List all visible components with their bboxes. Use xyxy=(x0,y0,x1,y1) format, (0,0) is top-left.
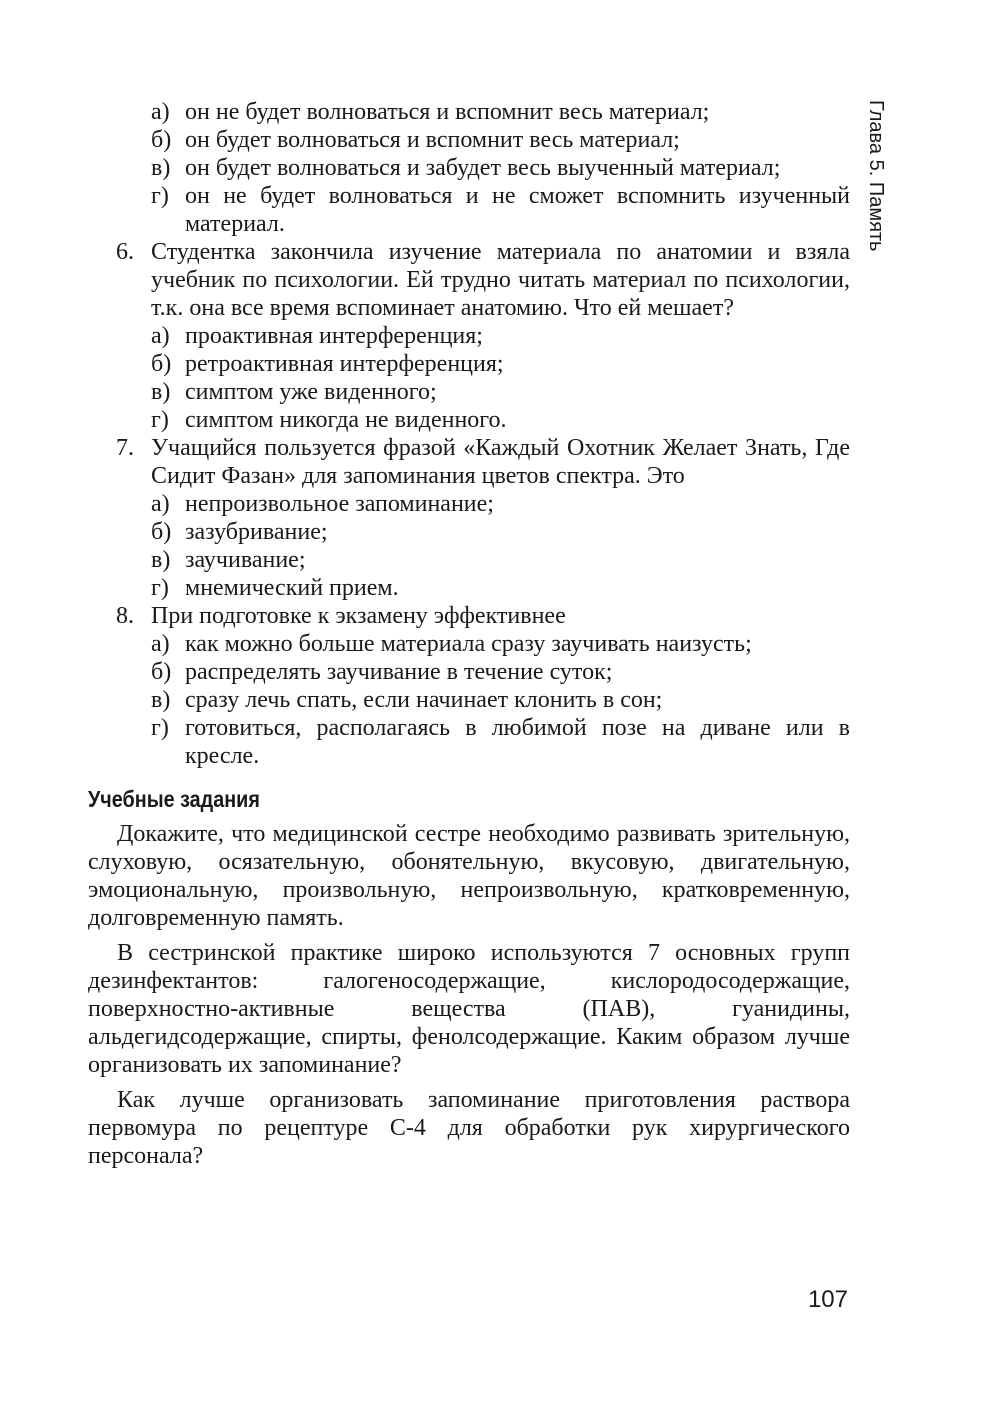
question-number: 7. xyxy=(116,435,134,461)
option-text: симптом никогда не виденного. xyxy=(185,407,507,433)
option-letter: б) xyxy=(151,351,172,377)
answer-option xyxy=(88,546,850,574)
section-heading: Учебные задания xyxy=(88,786,260,812)
option-letter: г) xyxy=(151,183,169,209)
option-text: готовиться, располагаясь в любимой позе на диване или в кресле. xyxy=(185,715,850,769)
option-letter: б) xyxy=(151,127,172,153)
answer-option xyxy=(88,98,850,126)
answer-option xyxy=(88,630,850,658)
question-6 xyxy=(88,238,850,434)
chapter-side-tab-label: Глава 5. Память xyxy=(865,100,887,252)
chapter-side-tab xyxy=(864,100,888,260)
option-text: зазубривание; xyxy=(185,519,328,545)
answer-option xyxy=(88,714,850,770)
option-text: ретроактивная интерференция; xyxy=(185,351,504,377)
answer-option xyxy=(88,406,850,434)
option-letter: а) xyxy=(151,631,170,657)
option-letter: а) xyxy=(151,491,170,517)
option-letter: г) xyxy=(151,407,169,433)
answer-option xyxy=(88,658,850,686)
question-number: 6. xyxy=(116,239,134,265)
answer-option xyxy=(88,378,850,406)
question-text: Студентка закончила изучение материала по анатомии и взяла учебник по психологии. Ей трудно читать материал по психологии, т.к. она все время вспоминает анатомию. Что ей мешает? xyxy=(151,239,850,321)
question-text-block xyxy=(88,434,850,490)
assignment-paragraph: Докажите, что медицинской сестре необходимо развивать зрительную, слуховую, осязательную, обонятельную, вкусовую, двигательную, эмоциональную, произвольную, непроизвольную, кратковременную, долговременную память. xyxy=(88,821,850,931)
assignment-paragraph: В сестринской практике широко используются 7 основных групп дезинфектантов: галогеносодержащие, кислородосодержащие, поверхностно-активные вещества (ПАВ), гуанидины, альдегидсодержащие, спирты, фенолсодержащие. Каким образом лучше организовать их запоминание? xyxy=(88,940,850,1078)
answer-option xyxy=(88,518,850,546)
option-text: он не будет волноваться и не сможет вспомнить изученный материал. xyxy=(185,183,850,237)
option-text: он не будет волноваться и вспомнит весь материал; xyxy=(185,99,710,125)
page-content xyxy=(88,98,850,1177)
question-8 xyxy=(88,602,850,770)
option-text: распределять заучивание в течение суток; xyxy=(185,659,613,685)
question-text-block xyxy=(88,238,850,322)
option-text: как можно больше материала сразу заучивать наизусть; xyxy=(185,631,752,657)
option-letter: в) xyxy=(151,547,171,573)
option-letter: а) xyxy=(151,323,170,349)
option-letter: г) xyxy=(151,715,169,741)
question-text-block xyxy=(88,602,850,630)
option-text: он будет волноваться и вспомнит весь материал; xyxy=(185,127,680,153)
option-text: он будет волноваться и забудет весь выученный материал; xyxy=(185,155,781,181)
answer-option xyxy=(88,574,850,602)
answer-option xyxy=(88,686,850,714)
question-text: Учащийся пользуется фразой «Каждый Охотник Желает Знать, Где Сидит Фазан» для запоминания цветов спектра. Это xyxy=(151,435,850,489)
answer-option xyxy=(88,154,850,182)
question-text: При подготовке к экзамену эффективнее xyxy=(151,603,566,629)
option-letter: б) xyxy=(151,519,172,545)
question-number: 8. xyxy=(116,603,134,629)
question-7 xyxy=(88,434,850,602)
option-text: мнемический прием. xyxy=(185,575,399,601)
assignment-paragraph: Как лучше организовать запоминание приготовления раствора первомура по рецептуре С-4 для обработки рук хирургического персонала? xyxy=(88,1087,850,1169)
option-text: сразу лечь спать, если начинает клонить в сон; xyxy=(185,687,663,713)
option-letter: г) xyxy=(151,575,169,601)
answer-option xyxy=(88,350,850,378)
answer-option xyxy=(88,490,850,518)
answer-option xyxy=(88,182,850,238)
answer-option xyxy=(88,126,850,154)
option-text: заучивание; xyxy=(185,547,306,573)
option-text: симптом уже виденного; xyxy=(185,379,437,405)
option-letter: а) xyxy=(151,99,170,125)
page-number: 107 xyxy=(807,1286,848,1313)
option-letter: в) xyxy=(151,379,171,405)
option-letter: б) xyxy=(151,659,172,685)
option-letter: в) xyxy=(151,155,171,181)
answer-option xyxy=(88,322,850,350)
option-text: проактивная интерференция; xyxy=(185,323,483,349)
intro-options-list xyxy=(88,98,850,238)
option-text: непроизвольное запоминание; xyxy=(185,491,494,517)
option-letter: в) xyxy=(151,687,171,713)
